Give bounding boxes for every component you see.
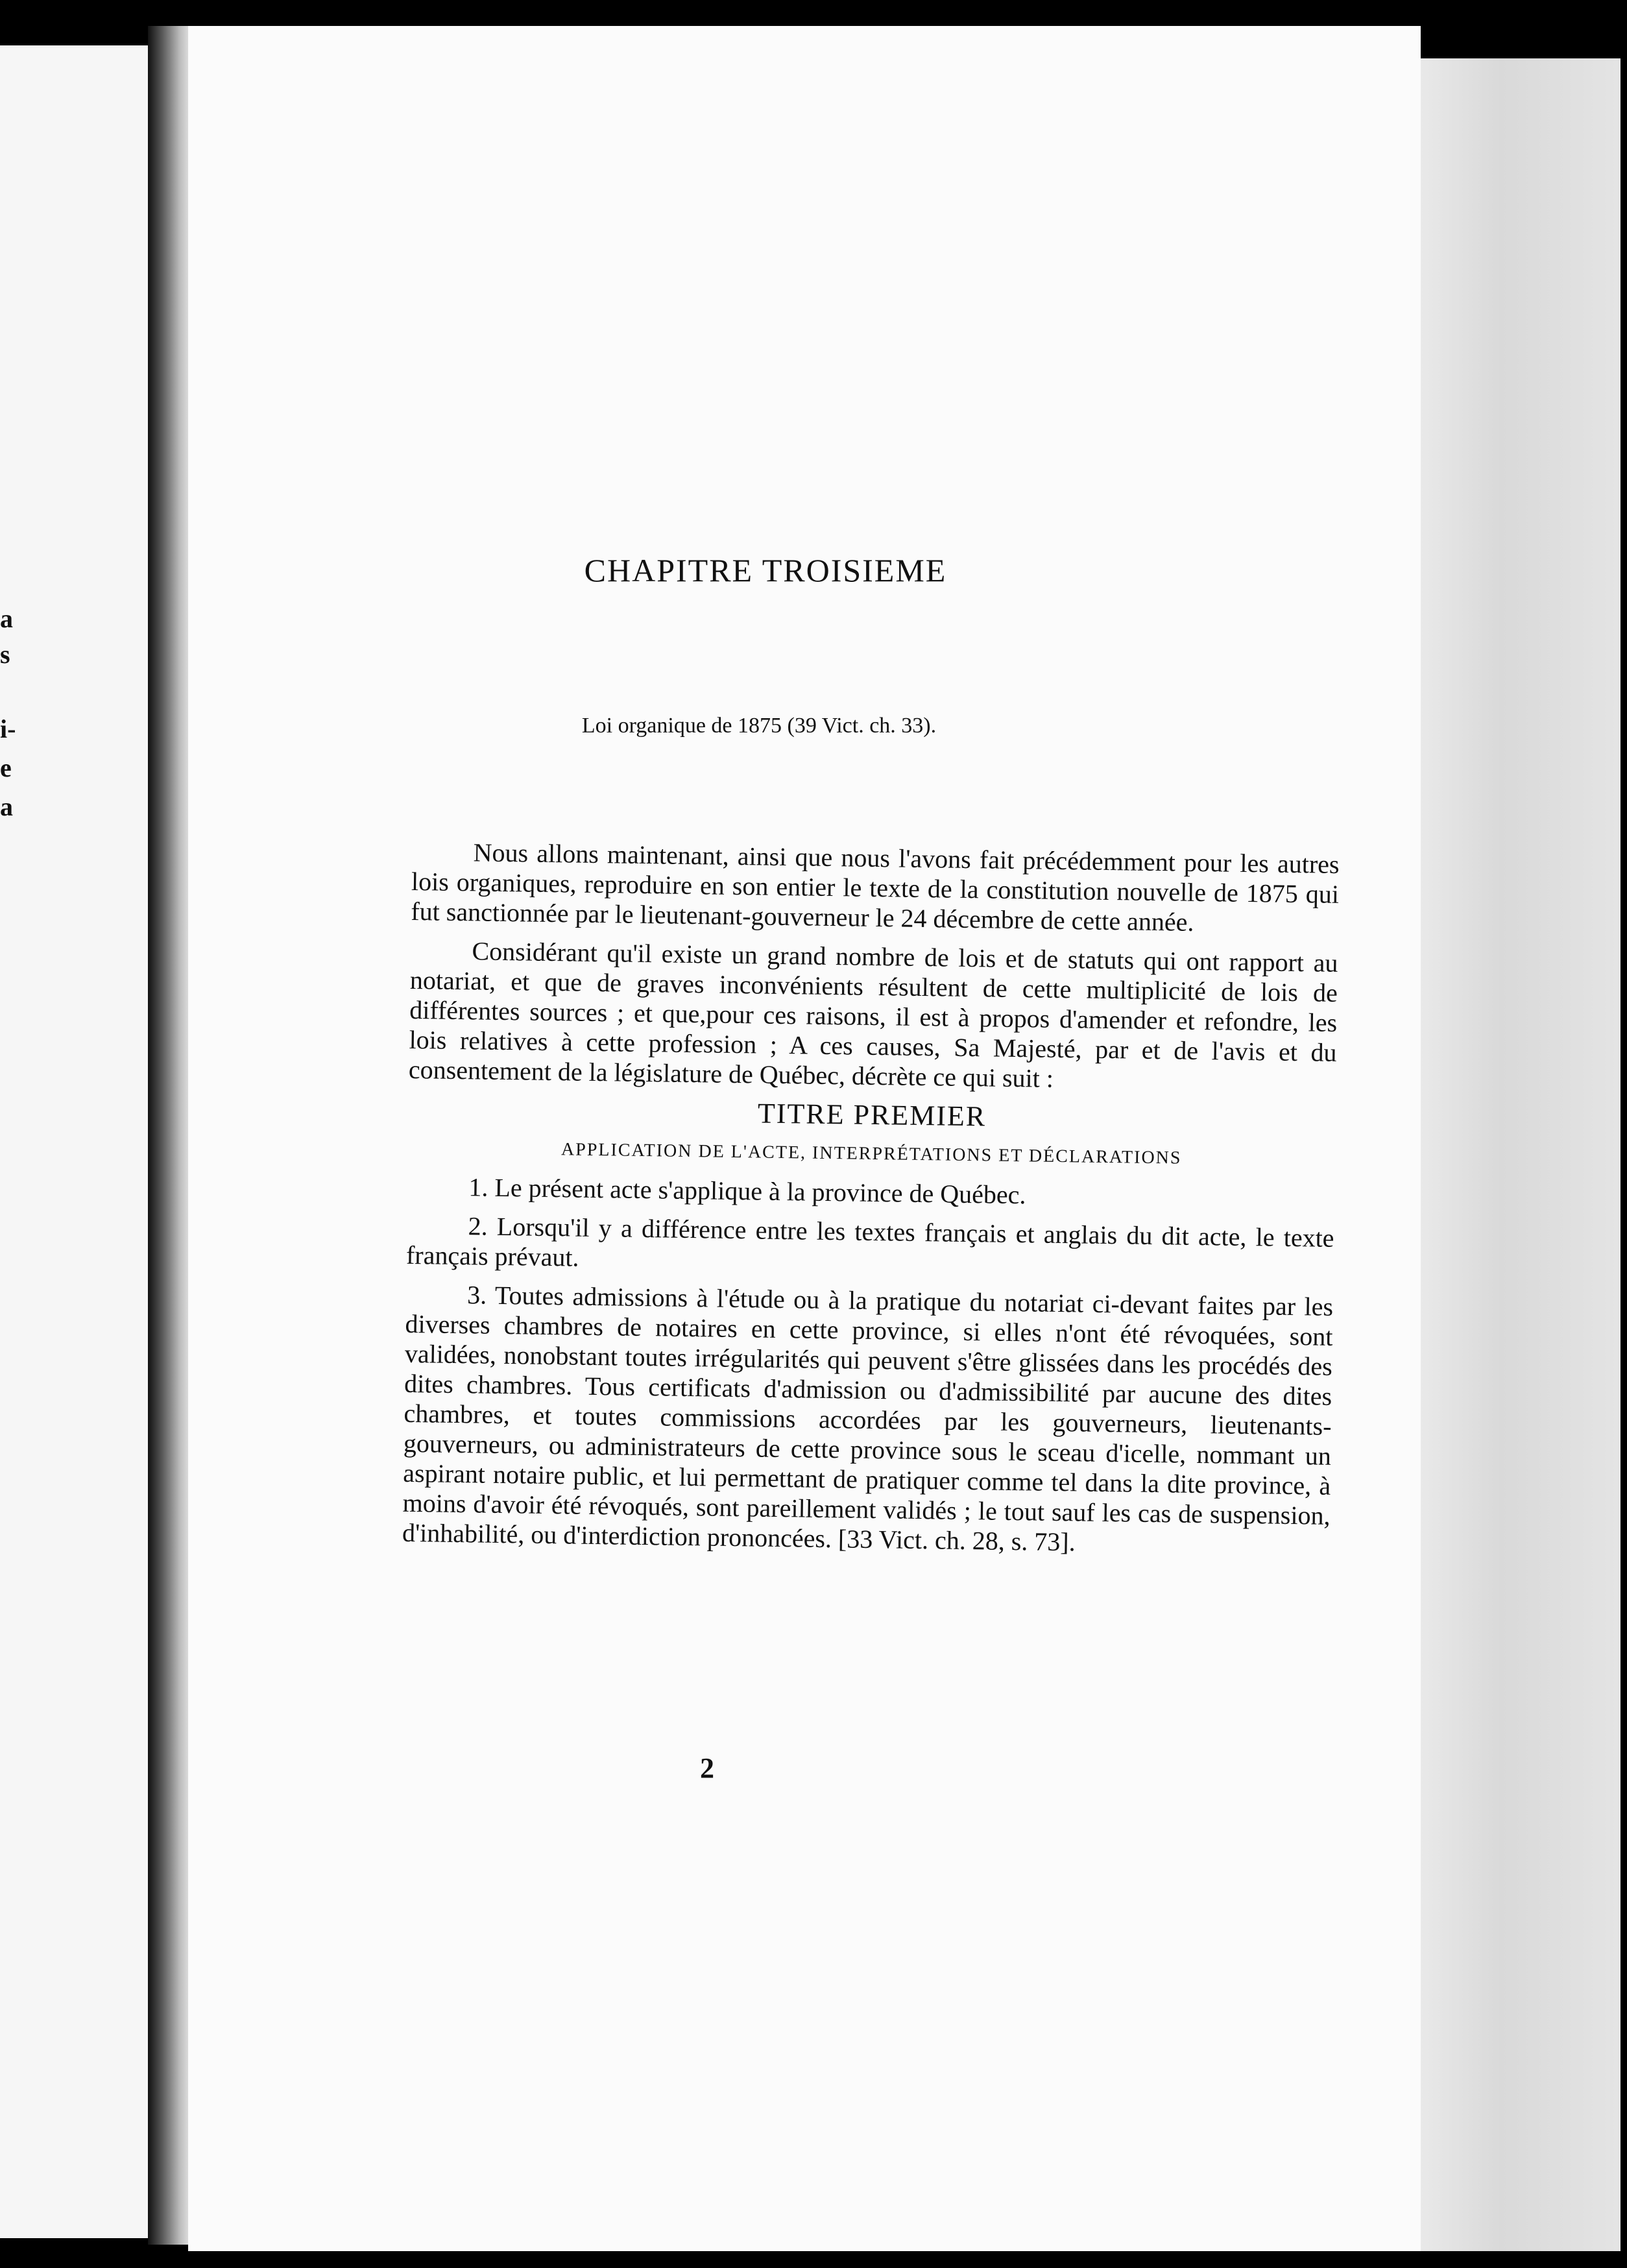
left-fragment-1: a [0,604,13,633]
left-fragment-3: i- [0,714,16,743]
previous-page-edge [0,45,148,2238]
article-1: 1. Le présent acte s'applique à la province de Québec. [468,1172,1026,1210]
paragraph-intro: Nous allons maintenant, ainsi que nous l'avons fait précédemment pour les autres lois organiques, reproduire en son entier le texte de la constitution nouvelle de 1875 qui fut sanctionnée par le lieutenant-gouverneur le 24 décembre de cette année. [411,838,1340,937]
paragraph-preamble: Considérant qu'il existe un grand nombre de lois et de statuts qui ont rapport au notariat, et que de graves inconvénients résultent de cette multiplicité de lois de différentes sources ; et que,pour ces raisons, il est à propos d'amender et refondre, les lois relatives à cette profession ; A ces causes, Sa Majesté, par et de l'avis et du consentement de la législature de Québec, décrète ce qui suit : [408,936,1338,1093]
page-stack-edge [1421,58,1621,2251]
left-fragment-2: s [0,640,10,669]
chapter-title: CHAPITRE TROISIEME [584,552,947,588]
article-2: 2. Lorsqu'il y a différence entre les textes français et anglais du dit acte, le texte français prévaut. [405,1211,1334,1272]
chapter-subtitle: Loi organique de 1875 (39 Vict. ch. 33). [581,714,937,738]
book-gutter [148,26,193,2245]
body-text [402,837,1340,1570]
left-fragment-4: e [0,753,12,782]
titre-heading: TITRE PREMIER [757,1097,987,1133]
left-fragment-5: a [0,792,13,821]
page-number: 2 [700,1752,714,1784]
article-3: 3. Toutes admissions à l'étude ou à la pratique du notariat ci-devant faites par les diverses chambres de notaires en cette province, si elles n'ont été révoquées, sont validées, nonobstant toutes irrégularités qui peuvent s'être glissées dans les procédés des dites chambres. Tous certificats d'admission ou d'admissibilité par aucune des dites chambres, et toutes commissions accordées par les gouverneurs, lieutenants-gouverneurs, ou administrateurs de cette province sous le sceau d'icelle, nommant un aspirant notaire public, et lui permettant de pratiquer comme tel dans la dite province, à moins d'avoir été révoqués, sont pareillement validés ; le tout sauf les cas de suspension, d'inhabilité, ou d'interdiction prononcées. [33 Vict. ch. 28, s. 73]. [402,1280,1334,1557]
section-heading: APPLICATION DE L'ACTE, INTERPRÉTATIONS ET DÉCLARATIONS [560,1139,1182,1168]
document-page [188,26,1421,2251]
